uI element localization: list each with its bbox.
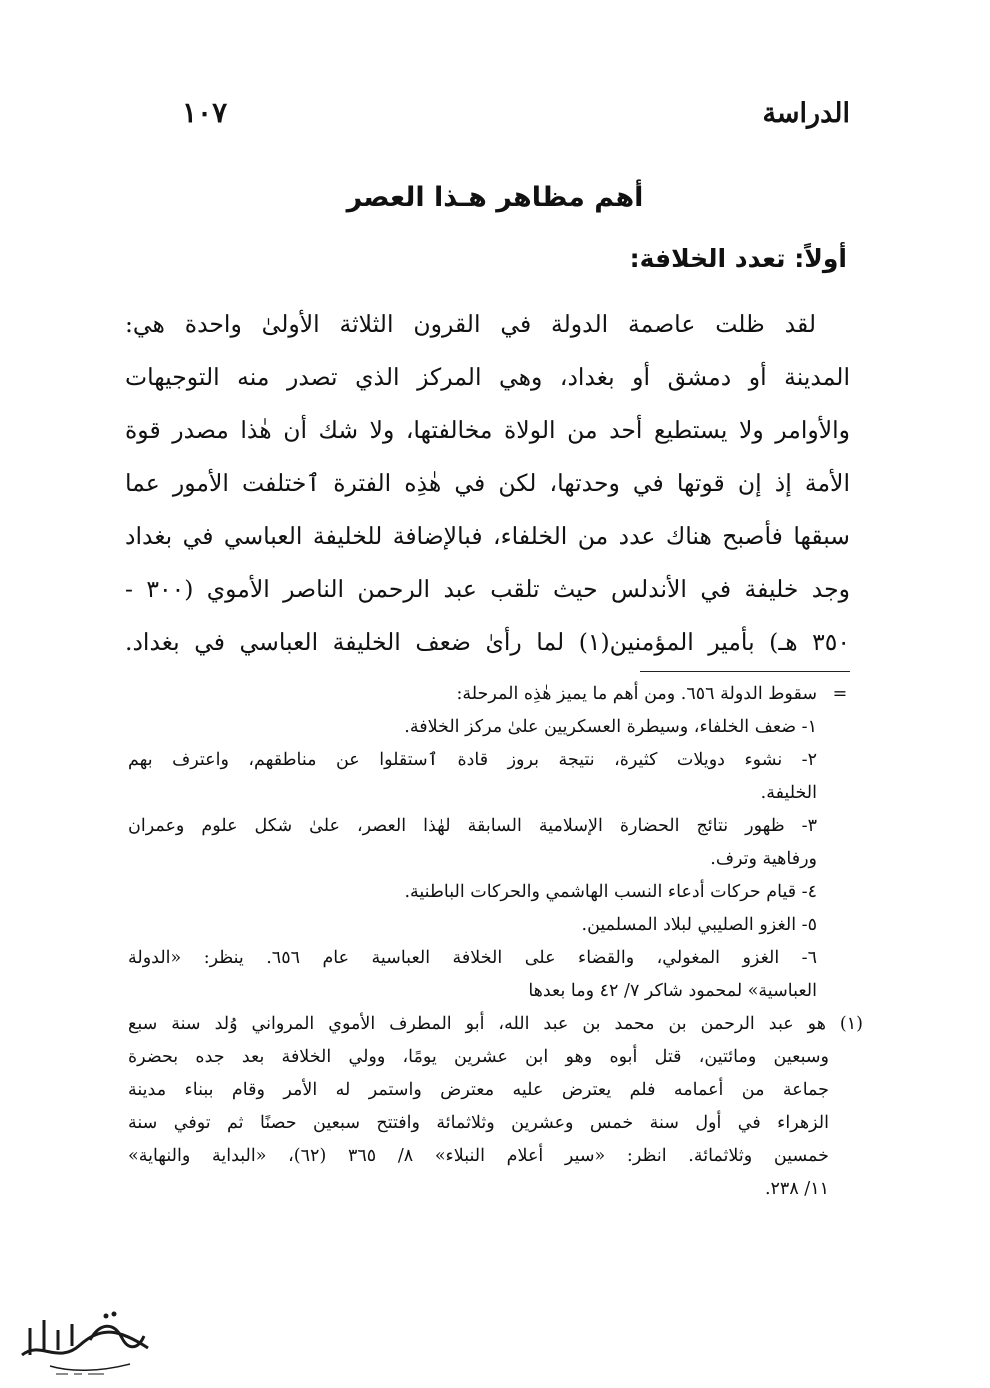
running-header-title: الدراسة	[762, 98, 850, 129]
footnote-1-line: خمسين وثلاثمائة. انظر: «سير أعلام النبلاء» ٨/ ٣٦٥ (٦٢)، «البداية والنهاية»	[128, 1146, 829, 1166]
footnote-1-line: جماعة من أعمامه فلم يعترض عليه معترض واستمر له الأمر وقام ببناء مدينة	[128, 1080, 829, 1100]
footnote-line: ٣- ظهور نتائج الحضارة الإسلامية السابقة لهٰذا العصر، علىٰ شكل علوم وعمران	[128, 816, 817, 836]
body-line: وجد خليفة في الأندلس حيث تلقب عبد الرحمن الناصر الأموي (٣٠٠ -	[125, 575, 850, 603]
body-line: الأمة إذ إن قوتها في وحدتها، لكن في هٰذِه الفترة ٱختلفت الأمور عما	[125, 469, 850, 497]
body-line: لقد ظلت عاصمة الدولة في القرون الثلاثة الأولىٰ واحدة هي:	[125, 310, 816, 338]
footnote-1-line: الزهراء في أول سنة خمس وعشرين وثلاثمائة وافتتح سبعين حصنًا ثم توفي سنة	[128, 1113, 829, 1133]
footnote-line: ٢- نشوء دويلات كثيرة، نتيجة بروز قادة ٱستقلوا عن مناطقهم، واعترف بهم	[128, 750, 817, 770]
footnote-line: الخليفة.	[760, 783, 817, 803]
body-line: سبقها فأصبح هناك عدد من الخلفاء، فبالإضافة للخليفة العباسي في بغداد	[125, 522, 850, 550]
body-line: المدينة أو دمشق أو بغداد، وهي المركز الذي تصدر منه التوجيهات	[125, 363, 850, 391]
continuation-marker: =	[832, 684, 848, 704]
footnote-line: ١- ضعف الخلفاء، وسيطرة العسكريين علىٰ مركز الخلافة.	[404, 717, 817, 737]
footnote-1-line: ١١/ ٢٣٨.	[764, 1179, 829, 1199]
footnote-separator	[640, 671, 850, 672]
footnote-line: ورفاهية وترف.	[710, 849, 817, 869]
footnote-line: ٦- الغزو المغولي، والقضاء على الخلافة العباسية عام ٦٥٦. ينظر: «الدولة	[128, 948, 817, 968]
body-line: ٣٥٠ هـ) بأمير المؤمنين(١) لما رأىٰ ضعف الخليفة العباسي في بغداد.	[125, 628, 850, 656]
body-line: والأوامر ولا يستطيع أحد من الولاة مخالفتها، ولا شك أن هٰذا مصدر قوة	[125, 416, 850, 444]
footnote-line: ٤- قيام حركات أدعاء النسب الهاشمي والحركات الباطنية.	[404, 882, 817, 902]
page-number: ١٠٧	[182, 96, 228, 129]
footnote-line: ٥- الغزو الصليبي لبلاد المسلمين.	[581, 915, 817, 935]
section-heading: أولاً: تعدد الخلافة:	[629, 244, 847, 273]
body-paragraph	[125, 298, 850, 669]
footnote-1-line: وسبعين ومائتين، قتل أبوه وهو ابن عشرين يومًا، وولي الخلافة بعد جده بحضرة	[128, 1047, 829, 1067]
footnote-line: العباسية» لمحمود شاكر ٧/ ٤٢ وما بعدها	[528, 981, 817, 1001]
footnote-text: سقوط الدولة ٦٥٦. ومن أهم ما يميز هٰذِه المرحلة:	[456, 684, 817, 704]
footnote-line	[128, 678, 863, 711]
publisher-logo	[10, 1300, 160, 1380]
chapter-heading: أهم مظاهر هـذا العصر	[346, 182, 644, 213]
footnotes-section	[128, 678, 863, 1206]
footnote-1-line: (١) هو عبد الرحمن بن محمد بن عبد الله، أبو المطرف الأموي المرواني وُلد سنة سبع	[128, 1014, 863, 1034]
